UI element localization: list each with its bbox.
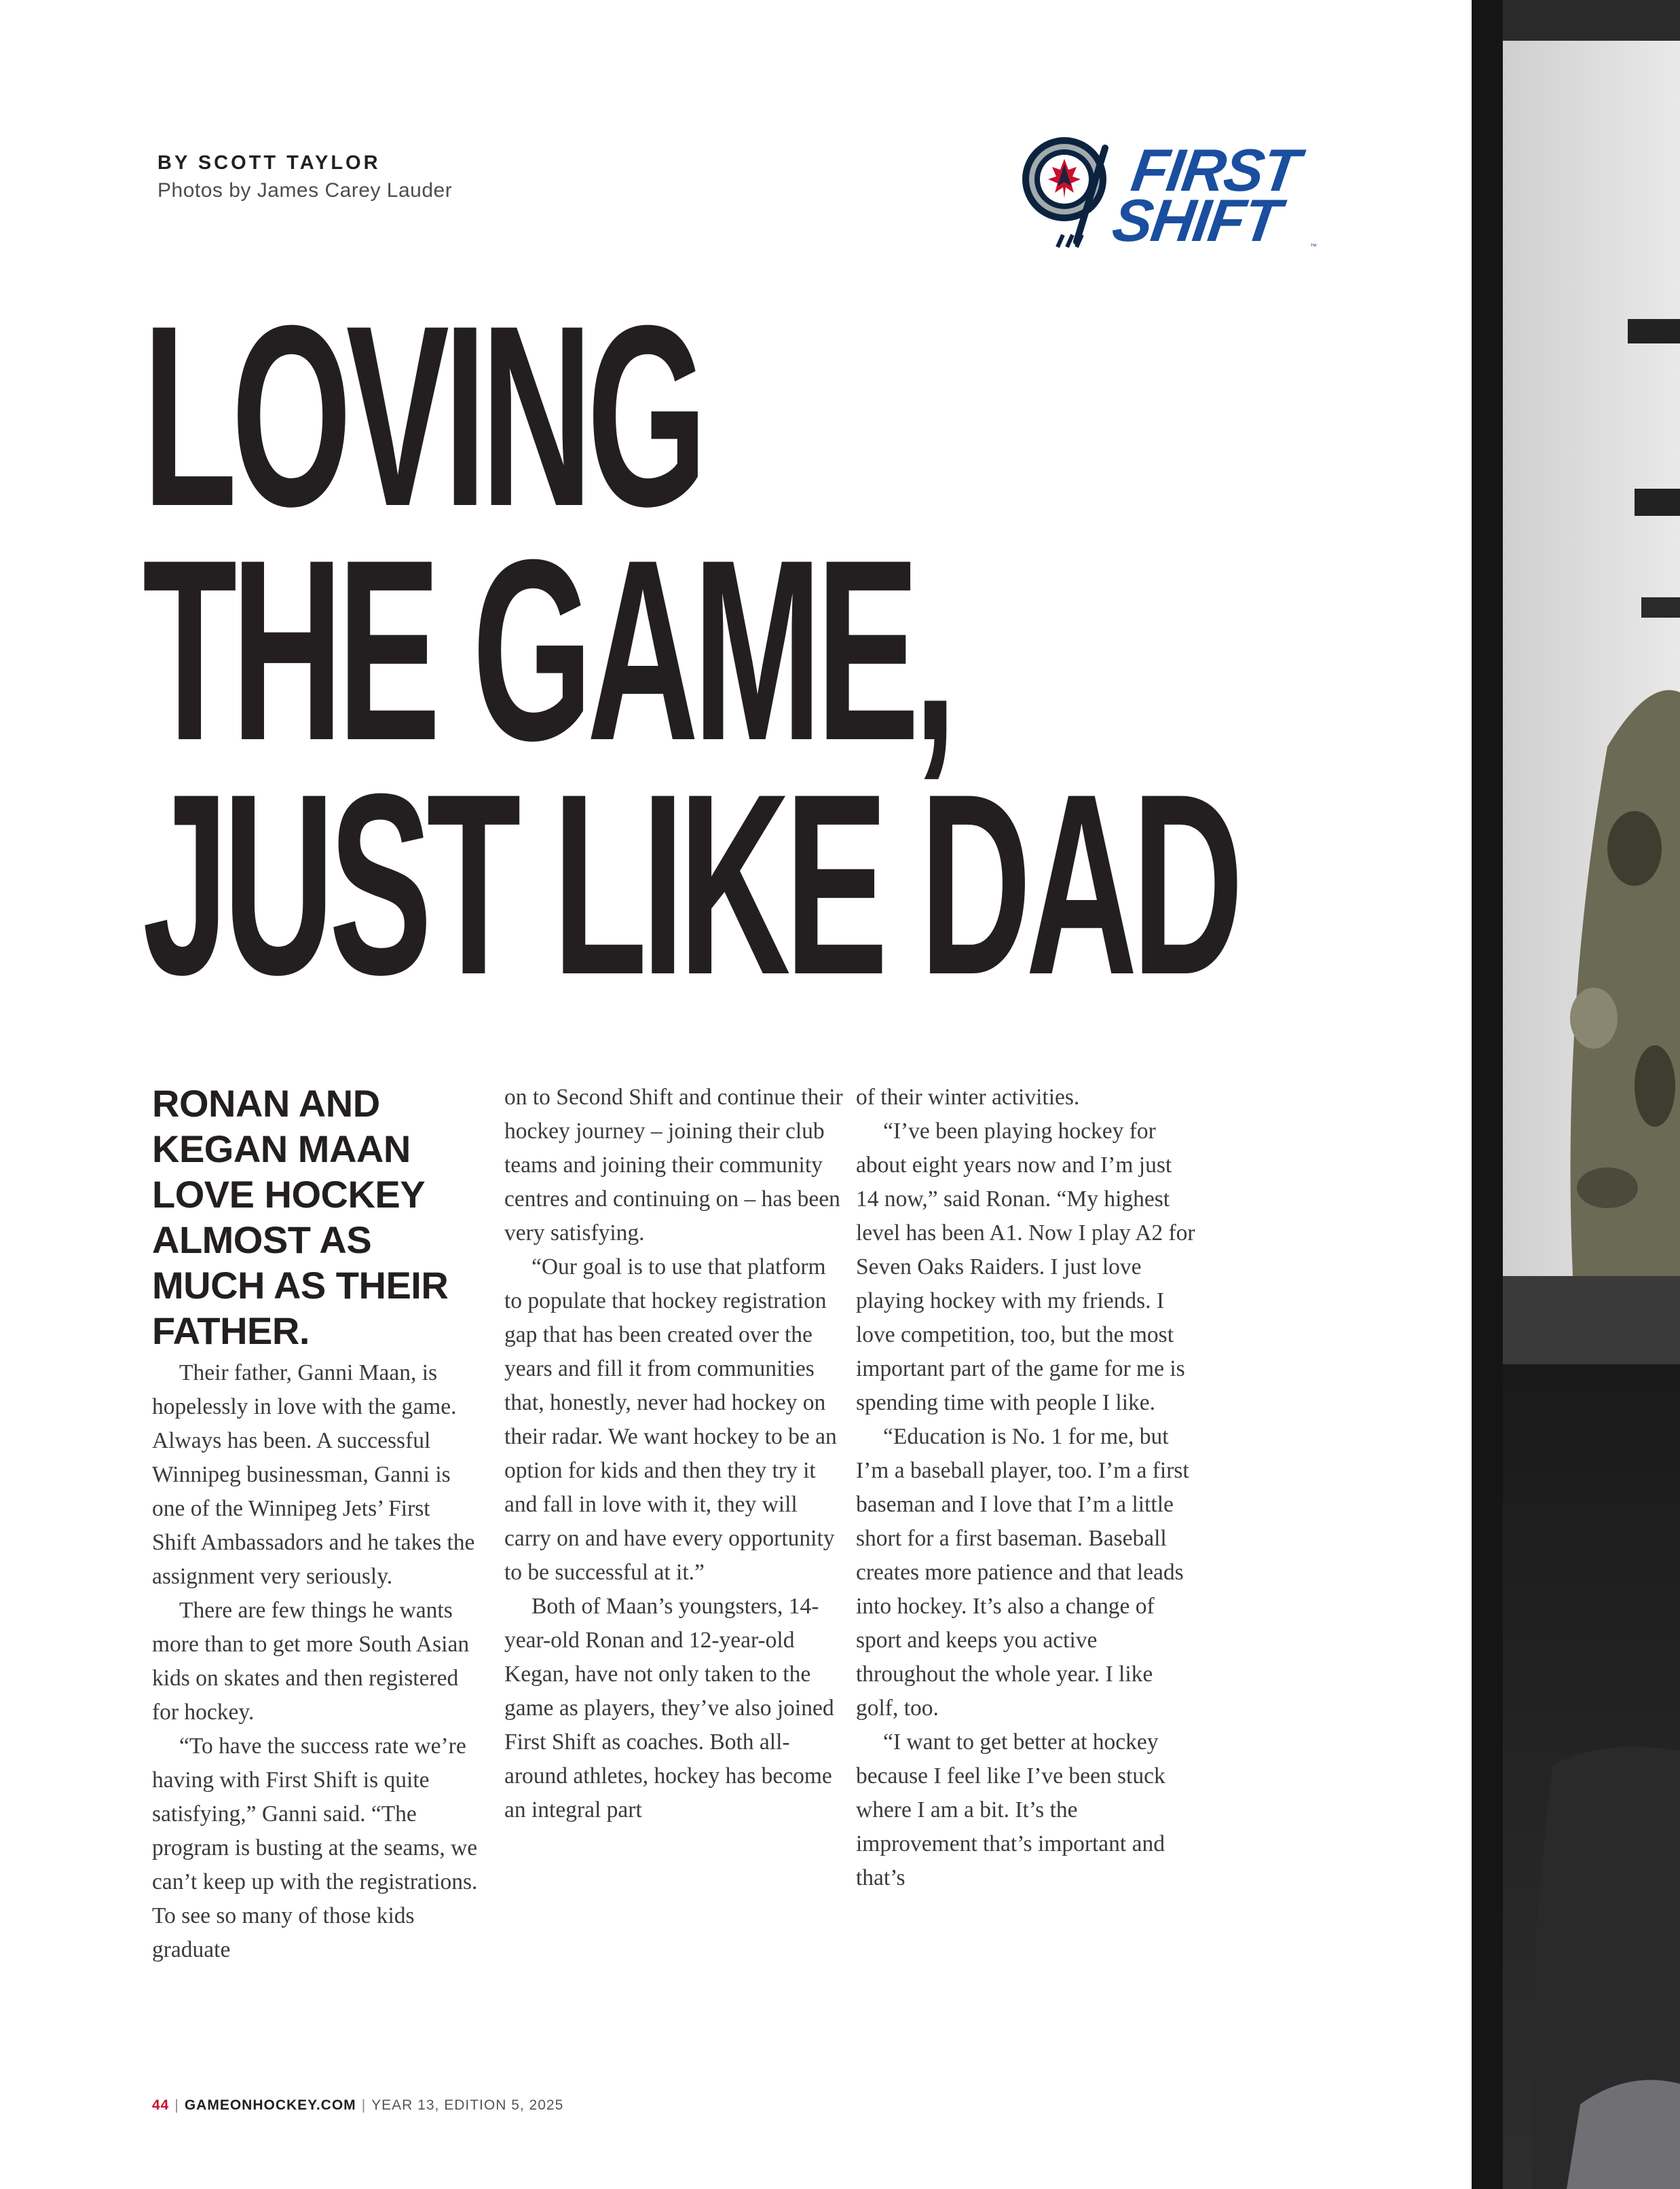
paragraph: “I want to get better at hockey because I feel like I’ve been stuck where I am a bit. It’s the improvement that’s important and that’s: [856, 1729, 1165, 1890]
headline-line-1: LOVING: [143, 272, 702, 560]
paragraph: Both of Maan’s youngsters, 14-year-old Ronan and 12-year-old Kegan, have not only taken to the game as players, they’ve also joined First Shift as coaches. Both all-around athletes, hockey has become an integral part: [504, 1594, 834, 1822]
footer-divider: |: [174, 2097, 179, 2113]
body-column-3: [856, 1081, 1195, 1895]
page-footer: [152, 2097, 563, 2114]
article-headline: [143, 272, 1337, 1028]
first-shift-logo: [1018, 133, 1351, 255]
feature-photo: [1472, 0, 1680, 2189]
paragraph: on to Second Shift and continue their hockey journey – joining their club teams and joining their community centres and continuing on – has been very satisfying.: [504, 1085, 843, 1246]
headline-line-3: JUST LIKE DAD: [143, 740, 1238, 1028]
paragraph: “Education is No. 1 for me, but I’m a baseball player, too. I’m a first baseman and I love that I’m a little short for a first baseman. Baseball creates more patience and that leads into hockey. It’s also a change of sport and keeps you active throughout the whole year. I like golf, too.: [856, 1424, 1189, 1721]
paragraph: “To have the success rate we’re having with First Shift is quite satisfying,” Ganni said. “The program is busting at the seams, we can’t keep up with the registrations. To see so many of those kids graduate: [152, 1734, 478, 1962]
logo-trademark: ™: [1310, 243, 1317, 250]
paragraph: Their father, Ganni Maan, is hopelessly in love with the game. Always has been. A successful Winnipeg businessman, Ganni is one of the Winnipeg Jets’ First Shift Ambassadors and he takes the assignment very seriously.: [152, 1360, 475, 1589]
paragraph: There are few things he wants more than to get more South Asian kids on skates and then registered for hockey.: [152, 1598, 470, 1725]
paragraph: “I’ve been playing hockey for about eight years now and I’m just 14 now,” said Ronan. “My highest level has been A1. Now I play A2 for Seven Oaks Raiders. I just love playing hockey with my friends. I love competition, too, but the most important part of the game for me is spending time with people I like.: [856, 1119, 1195, 1415]
headline-line-2: THE GAME,: [143, 506, 952, 794]
footer-edition: YEAR 13, EDITION 5, 2025: [371, 2097, 564, 2113]
footer-divider: |: [361, 2097, 367, 2113]
page-number: 44: [152, 2097, 170, 2113]
byline: [157, 149, 452, 205]
body-column-1: [152, 1081, 478, 1967]
paragraph: of their winter activities.: [856, 1085, 1080, 1110]
paragraph: “Our goal is to use that platform to populate that hockey registration gap that has been created over the years and fill it from communities that, honestly, never had hockey on their radar. We want hockey to be an option for kids and then they try it and fall in love with it, they will carry on and have every opportunity to be successful at it.”: [504, 1254, 837, 1585]
footer-site: GAMEONHOCKEY.COM: [184, 2097, 356, 2113]
article-deck: RONAN AND KEGAN MAAN LOVE HOCKEY ALMOST AS MUCH AS THEIR FATHER.: [152, 1082, 449, 1352]
photo-credit: Photos by James Carey Lauder: [157, 179, 453, 202]
body-column-2: [504, 1081, 844, 1827]
logo-word-first: FIRST: [1127, 136, 1303, 204]
logo-word-shift: SHIFT: [1108, 187, 1284, 254]
photo-image: [1472, 0, 1680, 2189]
author-credit: BY SCOTT TAYLOR: [157, 152, 381, 174]
